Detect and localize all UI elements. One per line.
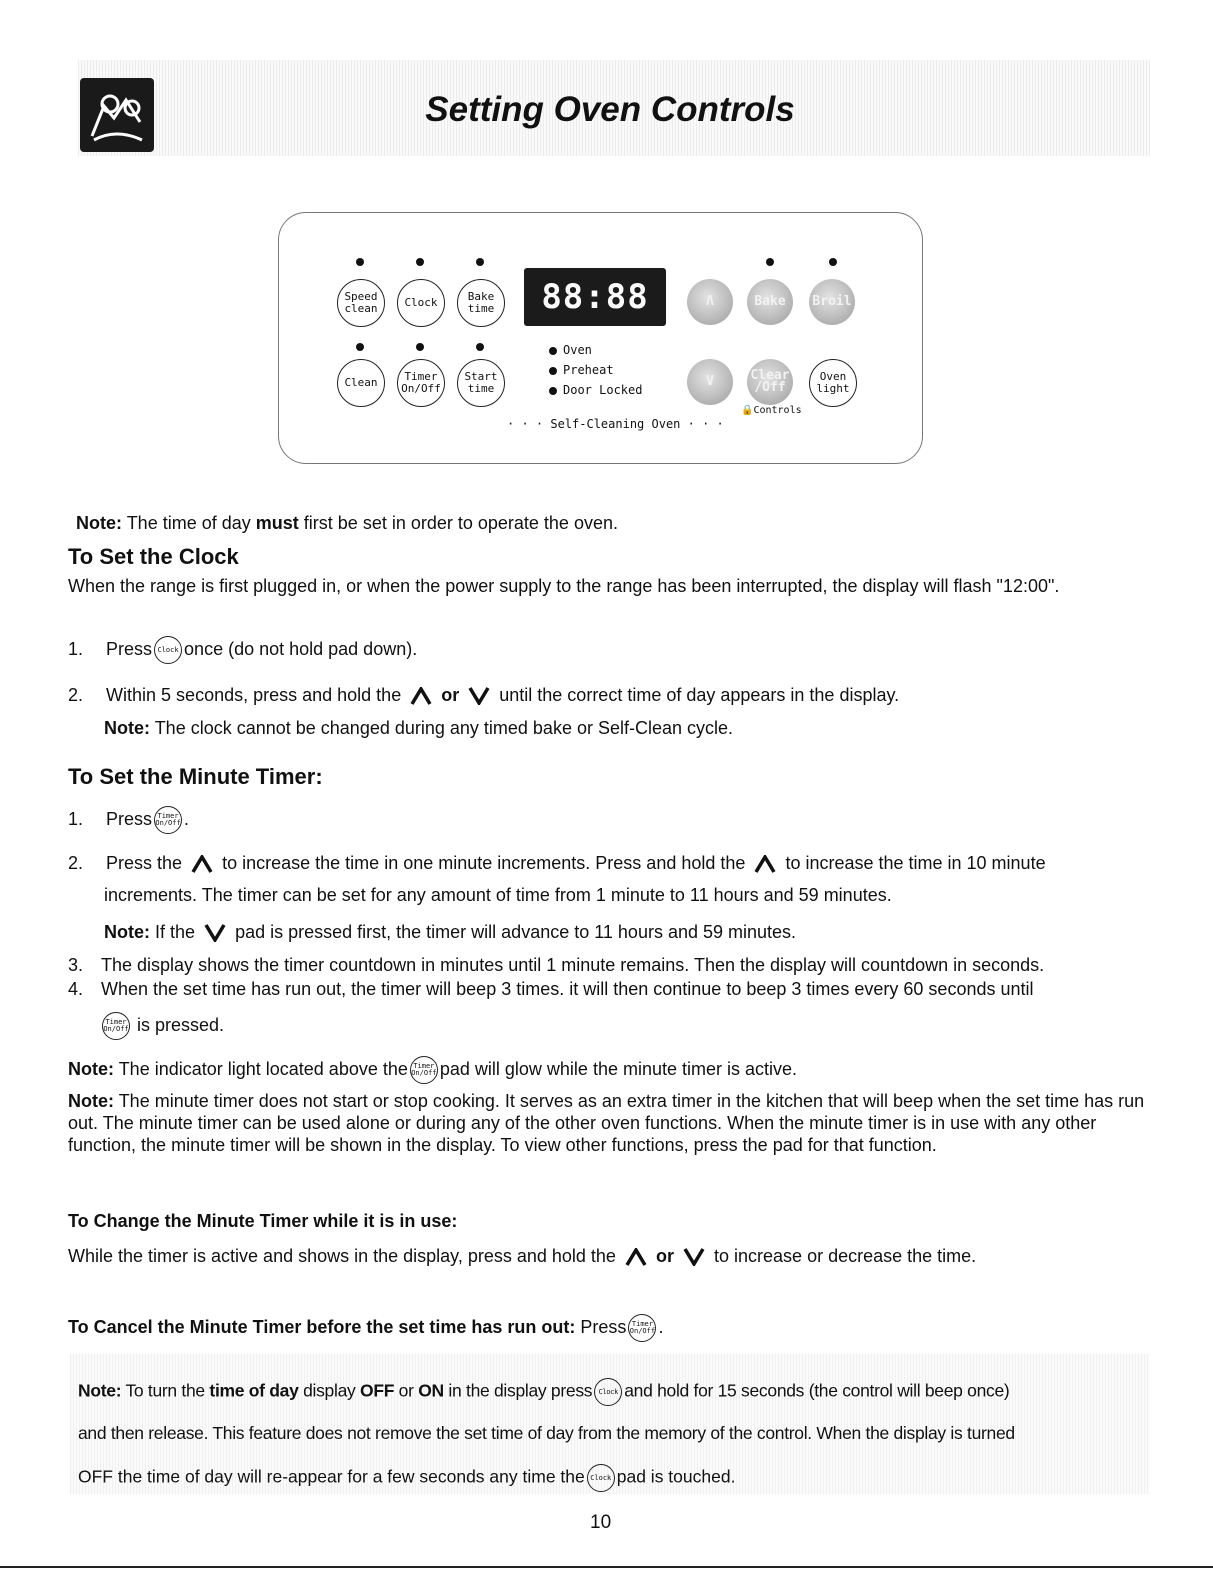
up-arrow-icon (191, 855, 213, 873)
timer-step-3: 3. The display shows the timer countdown in minutes until 1 minute remains. Then the display will countdown in seconds. (68, 955, 1045, 975)
clock-step-2: 2. Within 5 seconds, press and hold the or until the correct time of day appears in the display. (68, 685, 900, 705)
page-number: 10 (590, 1512, 612, 1533)
panel-footer: · · · Self-Cleaning Oven · · · (507, 417, 724, 431)
timer-pad-icon: Timer On/Off (410, 1056, 438, 1084)
clock-intro: When the range is first plugged in, or when the power supply to the range has been interrupted, the display will flash "12:00". (68, 576, 1060, 596)
down-arrow-pad[interactable]: V (687, 359, 733, 405)
down-arrow-icon (683, 1248, 705, 1266)
lock-icon: 🔒 (741, 405, 754, 416)
up-arrow-icon (754, 855, 776, 873)
change-heading: To Change the Minute Timer while it is in use: (68, 1211, 458, 1231)
change-text: While the timer is active and shows in the display, press and hold the or to increase or decrease the time. (68, 1246, 977, 1266)
clean-indicator (356, 343, 364, 351)
timer-step-1: 1. Press Timer On/Off . (68, 806, 189, 834)
panel-display: 88:88 (524, 268, 666, 326)
cancel-line: To Cancel the Minute Timer before the set time has run out: Press Timer On/Off . (68, 1314, 663, 1342)
down-arrow-icon (204, 924, 226, 942)
speed-clean-indicator (356, 258, 364, 266)
speed-clean-pad[interactable]: Speed clean (337, 279, 385, 327)
oven-light-pad[interactable]: Oven light (809, 359, 857, 407)
timer-step-2: 2. Press the to increase the time in one minute increments. Press and hold the to increase the time in 10 minute (68, 853, 1046, 873)
bake-time-indicator (476, 258, 484, 266)
timer-step-2-note: Note: If the pad is pressed first, the timer will advance to 11 hours and 59 minutes. (104, 922, 797, 942)
timer-pad-icon: Timer On/Off (154, 806, 182, 834)
clock-indicator (416, 258, 424, 266)
indicator-oven: Oven (549, 343, 592, 357)
clock-pad-icon: Clock (154, 636, 182, 664)
bottom-note-line-1: Note: To turn the time of day display OFF or ON in the display press Clock and hold for 15 seconds (the control will beep once) (78, 1378, 1009, 1406)
clock-pad-icon: Clock (587, 1464, 615, 1492)
timer-pad-icon: Timer On/Off (102, 1012, 130, 1040)
bake-indicator (766, 258, 774, 266)
clock-step-1: 1. Press Clock once (do not hold pad down). (68, 636, 417, 664)
timer-step-2-line-2: increments. The timer can be set for any amount of time from 1 minute to 11 hours and 59 minutes. (104, 885, 892, 905)
timer-pad[interactable]: Timer On/Off (397, 359, 445, 407)
bake-pad[interactable]: Bake (747, 279, 793, 325)
bottom-rule (0, 1566, 1213, 1568)
oven-controls-logo-icon (80, 78, 154, 152)
timer-indicator (416, 343, 424, 351)
broil-indicator (829, 258, 837, 266)
clock-heading: To Set the Clock (68, 544, 239, 569)
timer-pad-icon: Timer On/Off (628, 1314, 656, 1342)
up-arrow-pad[interactable]: Λ (687, 279, 733, 325)
indicator-door-locked: Door Locked (549, 383, 642, 397)
up-arrow-icon (410, 687, 432, 705)
up-arrow-icon (625, 1248, 647, 1266)
clock-pad-icon: Clock (594, 1378, 622, 1406)
timer-step-4-end: Timer On/Off is pressed. (100, 1012, 224, 1040)
broil-pad[interactable]: Broil (809, 279, 855, 325)
bottom-note-line-2: and then release. This feature does not remove the set time of day from the memory of the control. When the display is turned (78, 1423, 1015, 1443)
note-intro: Note: The time of day must first be set in order to operate the oven. (76, 513, 618, 533)
indicator-preheat: Preheat (549, 363, 614, 377)
control-panel (278, 212, 923, 464)
controls-lock-label: 🔒Controls (741, 405, 802, 416)
timer-note-1: Note: The indicator light located above the Timer On/Off pad will glow while the minute timer is active. (68, 1056, 797, 1084)
start-time-pad[interactable]: Start time (457, 359, 505, 407)
page-title: Setting Oven Controls (425, 90, 795, 129)
clean-pad[interactable]: Clean (337, 359, 385, 407)
down-arrow-icon (468, 687, 490, 705)
clock-pad[interactable]: Clock (397, 279, 445, 327)
clock-note: Note: The clock cannot be changed during any timed bake or Self-Clean cycle. (104, 718, 734, 738)
start-time-indicator (476, 343, 484, 351)
timer-heading: To Set the Minute Timer: (68, 764, 323, 789)
clear-off-pad[interactable]: Clear /Off (747, 359, 793, 405)
timer-step-4: 4. When the set time has run out, the timer will beep 3 times. it will then continue to beep 3 times every 60 seconds until (68, 979, 1034, 999)
bottom-note-line-3: OFF the time of day will re-appear for a few seconds any time the Clock pad is touched. (78, 1464, 735, 1492)
timer-note-2: Note: The minute timer does not start or stop cooking. It serves as an extra timer in the kitchen that will beep when the set time has run out. The minute timer can be used alone or during any of the other oven functions. When the minute timer is in use with any other function, the minute timer will be shown in the display. To view other functions, press the pad for that function. (68, 1091, 1145, 1155)
bake-time-pad[interactable]: Bake time (457, 279, 505, 327)
